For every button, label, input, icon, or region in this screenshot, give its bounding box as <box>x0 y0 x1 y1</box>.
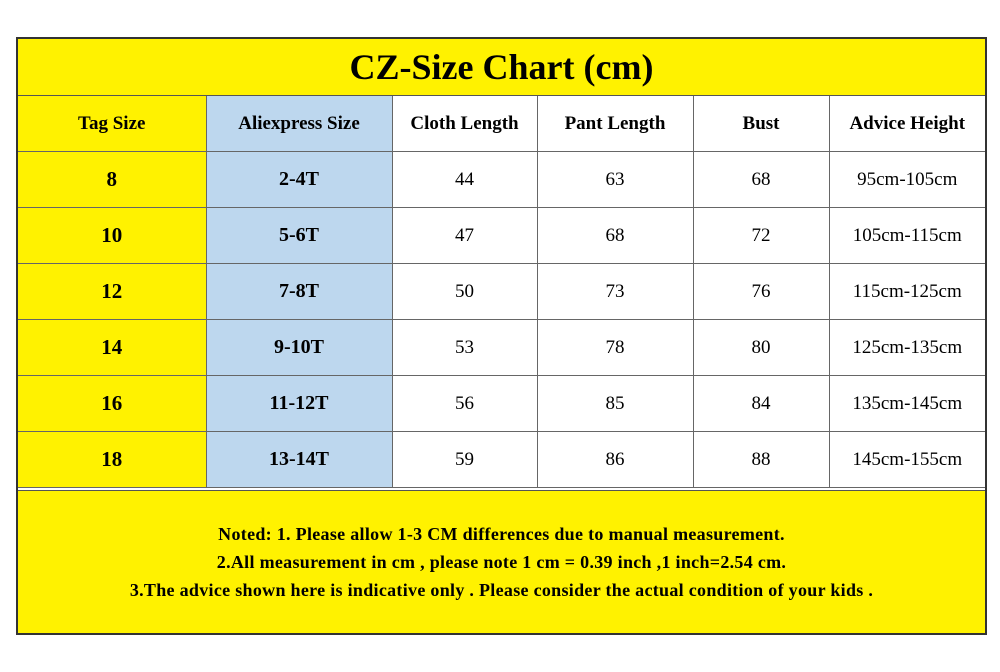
pant-length-cell: 63 <box>537 152 693 208</box>
column-header: Pant Length <box>537 96 693 152</box>
note-line-1: Noted: 1. Please allow 1-3 CM differences due to manual measurement. <box>218 524 785 544</box>
table-row <box>18 208 985 264</box>
note-line-2: 2.All measurement in cm , please note 1 cm = 0.39 inch ,1 inch=2.54 cm. <box>216 552 787 572</box>
notes-panel <box>18 490 985 633</box>
tag-size-cell: 10 <box>18 208 206 264</box>
table-row <box>18 264 985 320</box>
pant-length-cell: 68 <box>537 208 693 264</box>
tag-size-cell: 18 <box>18 432 206 488</box>
cloth-length-cell: 56 <box>392 376 537 432</box>
note-line-3: 3.The advice shown here is indicative only . Please consider the actual condition of your kids . <box>129 580 874 600</box>
aliexpress-size-cell: 2-4T <box>206 152 392 208</box>
column-header: Bust <box>693 96 829 152</box>
advice-height-cell: 115cm-125cm <box>829 264 985 320</box>
bust-cell: 80 <box>693 320 829 376</box>
bust-cell: 68 <box>693 152 829 208</box>
aliexpress-size-cell: 13-14T <box>206 432 392 488</box>
column-header: Cloth Length <box>392 96 537 152</box>
bust-cell: 88 <box>693 432 829 488</box>
advice-height-cell: 135cm-145cm <box>829 376 985 432</box>
advice-height-cell: 125cm-135cm <box>829 320 985 376</box>
header-row <box>18 96 985 152</box>
aliexpress-size-cell: 7-8T <box>206 264 392 320</box>
tag-size-cell: 16 <box>18 376 206 432</box>
cloth-length-cell: 53 <box>392 320 537 376</box>
column-header: Aliexpress Size <box>206 96 392 152</box>
bust-cell: 72 <box>693 208 829 264</box>
pant-length-cell: 85 <box>537 376 693 432</box>
cloth-length-cell: 47 <box>392 208 537 264</box>
cloth-length-cell: 59 <box>392 432 537 488</box>
aliexpress-size-cell: 5-6T <box>206 208 392 264</box>
tag-size-cell: 14 <box>18 320 206 376</box>
cloth-length-cell: 44 <box>392 152 537 208</box>
bust-cell: 84 <box>693 376 829 432</box>
advice-height-cell: 95cm-105cm <box>829 152 985 208</box>
chart-title: CZ-Size Chart (cm) <box>18 39 985 96</box>
advice-height-cell: 105cm-115cm <box>829 208 985 264</box>
pant-length-cell: 73 <box>537 264 693 320</box>
table-row <box>18 320 985 376</box>
aliexpress-size-cell: 9-10T <box>206 320 392 376</box>
pant-length-cell: 86 <box>537 432 693 488</box>
bust-cell: 76 <box>693 264 829 320</box>
size-table <box>18 96 985 488</box>
column-header: Tag Size <box>18 96 206 152</box>
tag-size-cell: 8 <box>18 152 206 208</box>
aliexpress-size-cell: 11-12T <box>206 376 392 432</box>
size-chart <box>16 37 987 635</box>
table-row <box>18 432 985 488</box>
table-row <box>18 376 985 432</box>
pant-length-cell: 78 <box>537 320 693 376</box>
cloth-length-cell: 50 <box>392 264 537 320</box>
advice-height-cell: 145cm-155cm <box>829 432 985 488</box>
table-row <box>18 152 985 208</box>
column-header: Advice Height <box>829 96 985 152</box>
tag-size-cell: 12 <box>18 264 206 320</box>
